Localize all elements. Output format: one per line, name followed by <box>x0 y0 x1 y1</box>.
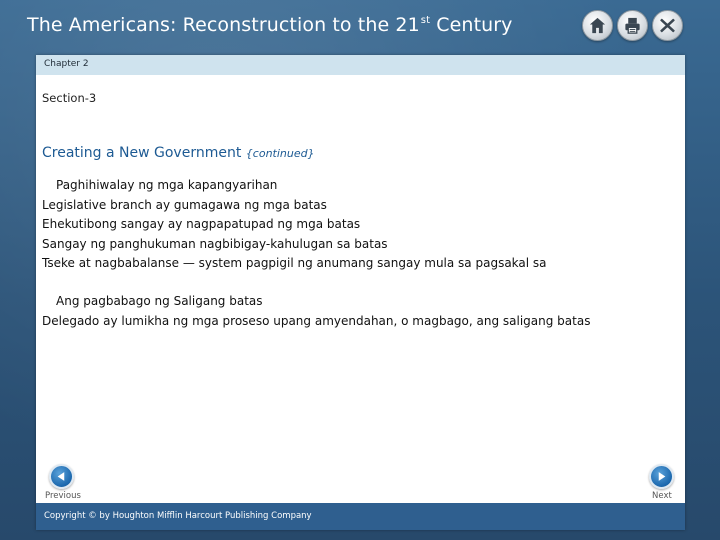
text-line: Paghihiwalay ng mga kapangyarihan <box>56 178 278 192</box>
slide-heading-note: {continued} <box>245 147 315 160</box>
text-block-separation <box>42 176 547 274</box>
chapter-bar <box>36 55 685 75</box>
slide-heading-text: Creating a New Government <box>42 145 242 161</box>
previous-label[interactable]: Previous <box>45 491 81 501</box>
text-line: Ang pagbabago ng Saligang batas <box>56 294 263 308</box>
copyright-text: Copyright © by Houghton Mifflin Harcourt Publishing Company <box>44 511 312 521</box>
home-icon <box>588 16 607 35</box>
text-line: Legislative branch ay gumagawa ng mga batas <box>42 197 327 212</box>
arrow-left-icon <box>56 471 67 482</box>
close-icon <box>658 16 677 35</box>
deck-title-main: The Americans: Reconstruction to the 21 <box>27 14 420 36</box>
text-line: Sangay ng panghukuman nagbibigay-kahulugan sa batas <box>42 236 388 251</box>
arrow-right-icon <box>656 471 667 482</box>
deck-title <box>27 14 513 36</box>
text-line: Delegado ay lumikha ng mga proseso upang amyendahan, o magbago, ang saligang batas <box>42 313 591 328</box>
slide-panel <box>36 55 685 530</box>
print-icon <box>623 16 642 35</box>
deck-title-end: Century <box>430 14 513 36</box>
next-button[interactable] <box>649 464 674 489</box>
close-button[interactable] <box>652 10 683 41</box>
next-label[interactable]: Next <box>652 491 672 501</box>
deck-title-superscript: st <box>420 15 431 26</box>
print-button[interactable] <box>617 10 648 41</box>
text-line: Tseke at nagbabalanse — system pagpigil ng anumang sangay mula sa pagsakal sa <box>42 256 547 271</box>
text-line: Ehekutibong sangay ay nagpapatupad ng mga batas <box>42 217 361 232</box>
top-toolbar <box>582 10 683 41</box>
slide-heading <box>42 145 315 161</box>
section-label: Section-3 <box>42 91 97 105</box>
previous-button[interactable] <box>49 464 74 489</box>
home-button[interactable] <box>582 10 613 41</box>
footer-bar <box>36 503 685 530</box>
chapter-label: Chapter 2 <box>44 59 89 69</box>
text-block-amendment <box>42 292 590 331</box>
